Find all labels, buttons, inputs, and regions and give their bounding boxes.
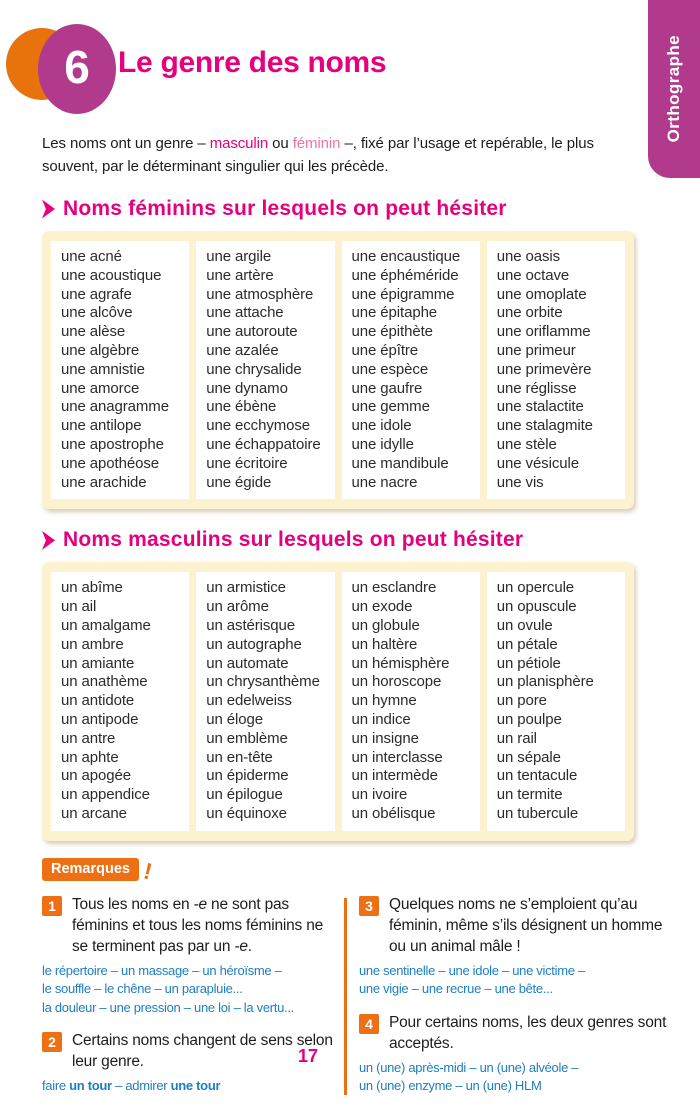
noun-item: un exode (351, 598, 413, 616)
remark-number-badge: 4 (359, 1014, 379, 1034)
noun-item: un sépale (496, 748, 561, 766)
noun-item: un interclasse (351, 748, 443, 766)
example-line (359, 1059, 678, 1078)
noun-item: une omoplate (496, 285, 587, 303)
remark-item-4 (359, 1012, 678, 1096)
noun-item: un haltère (351, 635, 418, 653)
example-line (359, 1077, 678, 1096)
noun-item: un hémisphère (351, 654, 450, 672)
remarks-notes (42, 894, 678, 1109)
noun-item: un armistice (206, 579, 286, 597)
noun-item: une épître (351, 341, 419, 359)
noun-item: une épitaphe (351, 304, 438, 322)
page-header (0, 0, 700, 118)
noun-item: un amalgame (61, 616, 151, 634)
page-content (0, 132, 700, 1109)
noun-item: une antilope (61, 417, 142, 435)
noun-item: une algèbre (61, 341, 140, 359)
text-segment: une sentinelle – une idole – une victime – (359, 962, 585, 978)
noun-item: une stalagmite (496, 417, 593, 435)
notes-left-column (42, 894, 338, 1109)
noun-item: une épithète (351, 323, 433, 341)
text-segment: le répertoire – un massage – un héroïsme – (42, 962, 282, 978)
masculine-nouns-box (42, 562, 634, 840)
noun-item: une échappatoire (206, 435, 321, 453)
text-segment: un (une) enzyme – un (une) HLM (359, 1078, 542, 1094)
remark-examples (42, 1077, 338, 1096)
text-segment: Tous les noms en (72, 895, 194, 913)
remarques-label: Remarques (42, 858, 139, 881)
noun-item: une oasis (496, 248, 561, 265)
noun-item: un edelweiss (206, 692, 292, 710)
noun-column (196, 572, 334, 830)
noun-item: un opercule (496, 579, 575, 597)
text-segment: Quelques noms ne s’emploient qu’au féminin, même s’ils désignent un homme ou un animal mâle ! (389, 895, 663, 955)
text-segment: . (247, 937, 252, 955)
noun-item: une oriflamme (496, 323, 591, 341)
noun-item: une gaufre (351, 379, 423, 397)
section-heading-text: Noms masculins sur lesquels on peut hésiter (63, 528, 524, 552)
noun-item: un horoscope (351, 673, 442, 691)
noun-item: une mandibule (351, 454, 449, 472)
text-segment: Certains noms changent de sens selon leur genre. (72, 1032, 333, 1071)
example-line (42, 1077, 338, 1096)
text-segment: – admirer (111, 1078, 171, 1094)
text-segment: une vigie – une recrue – une bête... (359, 981, 553, 997)
noun-item: un globule (351, 616, 420, 634)
noun-item: un planisphère (496, 673, 594, 691)
remark-examples (359, 962, 678, 999)
noun-item: une agrafe (61, 285, 132, 303)
noun-item: un amiante (61, 654, 135, 672)
noun-item: un équinoxe (206, 804, 287, 822)
noun-item: un insigne (351, 729, 419, 747)
noun-item: un chrysanthème (206, 673, 320, 691)
noun-item: un poulpe (496, 710, 562, 728)
noun-column (51, 241, 189, 499)
noun-item: un pétale (496, 635, 558, 653)
noun-item: un arôme (206, 598, 269, 616)
noun-item: une encaustique (351, 248, 461, 265)
remark-item-1 (42, 894, 338, 1018)
text-segment: –, fixé par l’usage et repérable, le plus (340, 135, 594, 152)
noun-item: une acné (61, 248, 122, 265)
noun-item: une autoroute (206, 323, 298, 341)
notes-right-column (359, 894, 678, 1109)
noun-item: un termite (496, 786, 563, 804)
noun-item: un astérisque (206, 616, 296, 634)
remark-head (42, 1030, 338, 1072)
noun-item: un abîme (61, 579, 123, 597)
noun-item: une chrysalide (206, 360, 302, 378)
remark-number-badge: 2 (42, 1032, 62, 1052)
noun-item: une amorce (61, 379, 140, 397)
noun-item: un antipode (61, 710, 139, 728)
noun-item: un opuscule (496, 598, 577, 616)
noun-item: un esclandre (351, 579, 437, 597)
noun-item: une arachide (61, 473, 147, 491)
noun-item: une octave (496, 266, 570, 284)
noun-item: un ambre (61, 635, 124, 653)
noun-item: un éloge (206, 710, 264, 728)
noun-column (487, 572, 625, 830)
noun-item: une artère (206, 266, 274, 284)
noun-item: une orbite (496, 304, 563, 322)
noun-item: une espèce (351, 360, 429, 378)
text-segment: le souffle – le chêne – un parapluie... (42, 981, 243, 997)
page-title: Le genre des noms (118, 46, 387, 79)
noun-item: une alcôve (61, 304, 133, 322)
noun-item: une stèle (496, 435, 557, 453)
noun-item: un aphte (61, 748, 119, 766)
noun-item: un indice (351, 710, 411, 728)
noun-item: un épilogue (206, 786, 283, 804)
noun-item: une égide (206, 473, 272, 491)
text-segment: Pour certains noms, les deux genres sont acceptés. (389, 1013, 667, 1052)
remark-examples (42, 962, 338, 1018)
remark-head (42, 894, 338, 957)
noun-column (487, 241, 625, 499)
page-number: 17 (298, 1046, 319, 1066)
text-segment: un (une) après-midi – un (une) alvéole – (359, 1059, 579, 1075)
noun-item: un tentacule (496, 767, 578, 785)
noun-item: un antre (61, 729, 116, 747)
text-segment: féminin (292, 135, 341, 152)
noun-item: un hymne (351, 692, 417, 710)
text-segment: Les noms ont un genre – (42, 135, 210, 152)
noun-item: une réglisse (496, 379, 577, 397)
noun-item: une stalactite (496, 398, 584, 416)
remark-text (389, 894, 678, 957)
noun-item: un intermède (351, 767, 438, 785)
noun-item: une idylle (351, 435, 414, 453)
chapter-badge (38, 24, 116, 114)
noun-item: un autographe (206, 635, 302, 653)
noun-item: une amnistie (61, 360, 145, 378)
noun-item: une primevère (496, 360, 592, 378)
text-segment: ne sont pas féminins et tous les noms féminins ne se terminent pas par un (72, 895, 324, 955)
noun-item: un ail (61, 598, 97, 616)
noun-item: un en-tête (206, 748, 273, 766)
noun-item: une apostrophe (61, 435, 164, 453)
example-line (359, 962, 678, 981)
exclamation-icon: ! (141, 857, 155, 885)
noun-item: une acoustique (61, 266, 162, 284)
orthographe-tab (648, 0, 700, 178)
noun-item: un pétiole (496, 654, 561, 672)
noun-item: un ovule (496, 616, 553, 634)
noun-item: une atmosphère (206, 285, 314, 303)
noun-column (342, 572, 480, 830)
text-segment: -e (234, 937, 248, 955)
noun-item: une azalée (206, 341, 279, 359)
noun-item: une anagramme (61, 398, 169, 416)
noun-item: une idole (351, 417, 412, 435)
remark-item-2 (42, 1030, 338, 1096)
example-line (359, 980, 678, 999)
noun-column (196, 241, 334, 499)
example-line (42, 962, 338, 981)
remark-number-badge: 3 (359, 896, 379, 916)
noun-item: une éphéméride (351, 266, 459, 284)
noun-item: un arcane (61, 804, 127, 822)
noun-item: un appendice (61, 786, 150, 804)
noun-item: une nacre (351, 473, 418, 491)
section-heading-text: Noms féminins sur lesquels on peut hésiter (63, 197, 507, 220)
notes-divider (344, 898, 347, 1095)
remark-head (359, 894, 678, 957)
remark-number-badge: 1 (42, 896, 62, 916)
feminine-nouns-box (42, 231, 634, 509)
noun-item: un emblème (206, 729, 288, 747)
noun-item: une vésicule (496, 454, 579, 472)
remarques-header (42, 858, 678, 883)
noun-item: une primeur (496, 341, 576, 359)
section-arrow-icon (42, 531, 55, 550)
orthographe-tab-label: Orthographe (664, 35, 683, 143)
noun-item: une ébène (206, 398, 277, 416)
noun-column (51, 572, 189, 830)
noun-item: un pore (496, 692, 547, 710)
text-segment: faire (42, 1078, 70, 1094)
section-heading-masculine (42, 528, 678, 552)
noun-item: une argile (206, 248, 272, 265)
noun-item: une apothéose (61, 454, 159, 472)
noun-item: une alèse (61, 323, 126, 341)
remark-text (72, 894, 338, 957)
example-line (42, 980, 338, 999)
section-heading-feminine (42, 197, 678, 221)
example-line (42, 999, 338, 1018)
text-segment: la douleur – une pression – une loi – la vertu... (42, 999, 294, 1015)
noun-item: une gemme (351, 398, 430, 416)
text-segment: un tour (69, 1078, 112, 1094)
noun-item: un automate (206, 654, 289, 672)
section-arrow-icon (42, 200, 55, 219)
remark-examples (359, 1059, 678, 1096)
noun-item: une épigramme (351, 285, 455, 303)
noun-item: un épiderme (206, 767, 289, 785)
noun-item: une écritoire (206, 454, 288, 472)
noun-item: une ecchymose (206, 417, 311, 435)
remark-text (389, 1012, 678, 1054)
noun-item: une dynamo (206, 379, 288, 397)
noun-item: un rail (496, 729, 537, 747)
remark-head (359, 1012, 678, 1054)
noun-item: un tubercule (496, 804, 579, 822)
intro-paragraph (42, 132, 642, 178)
noun-item: un antidote (61, 692, 135, 710)
text-segment: -e (193, 895, 207, 913)
text-segment: une tour (170, 1078, 221, 1094)
text-segment: masculin (209, 135, 269, 152)
noun-item: un obélisque (351, 804, 436, 822)
chapter-number: 6 (64, 41, 90, 93)
noun-item: une vis (496, 473, 544, 491)
text-segment: ou (268, 135, 293, 152)
noun-item: un apogée (61, 767, 132, 785)
noun-item: une attache (206, 304, 284, 322)
noun-item: un ivoire (351, 786, 408, 804)
text-segment: souvent, par le déterminant singulier qui les précède. (42, 158, 389, 175)
remark-item-3 (359, 894, 678, 999)
noun-column (342, 241, 480, 499)
noun-item: un anathème (61, 673, 148, 691)
